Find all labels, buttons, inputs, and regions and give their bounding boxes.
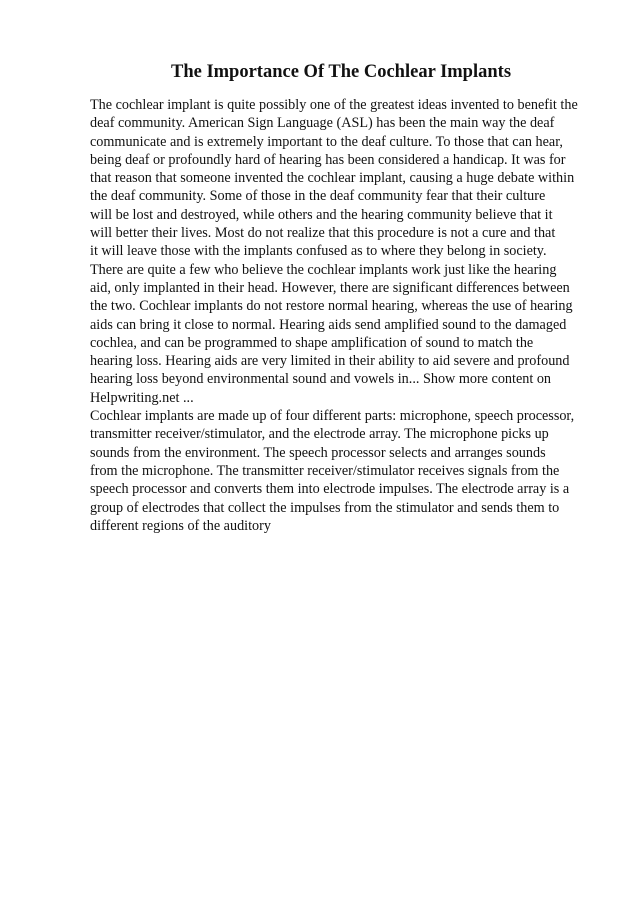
text-line: hearing loss. Hearing aids are very limited in their ability to aid severe and profound [90,353,570,370]
text-line: The cochlear implant is quite possibly one of the greatest ideas invented to benefit the [90,97,578,113]
text-line: aids can bring it close to normal. Hearing aids send amplified sound to the damaged [90,316,567,333]
text-line: will better their lives. Most do not realize that this procedure is not a cure and that [90,225,556,242]
text-line: from the microphone. The transmitter receiver/stimulator receives signals from the [90,462,560,479]
text-line: There are quite a few who believe the cochlear implants work just like the hearing [90,261,557,278]
text-line: deaf community. American Sign Language (ASL) has been the main way the deaf [90,115,555,132]
text-line: different regions of the auditory [90,517,271,534]
text-line: hearing loss beyond environmental sound and vowels in... Show more content on [90,371,552,388]
text-line: it will leave those with the implants confused as to where they belong in society. [90,243,547,260]
text-line: Helpwriting.net ... [90,389,194,406]
text-line: communicate and is extremely important to the deaf culture. To those that can hear, [90,133,563,150]
page-title: The Importance Of The Cochlear Implants [170,62,512,82]
text-line: the deaf community. Some of those in the deaf community fear that their culture [90,188,546,205]
text-line: sounds from the environment. The speech processor selects and arranges sounds [90,444,546,461]
text-line: cochlea, and can be programmed to shape amplification of sound to match the [90,334,534,351]
text-line: the two. Cochlear implants do not restore normal hearing, whereas the use of hearing [90,298,573,315]
text-line: speech processor and converts them into electrode impulses. The electrode array is a [90,481,570,498]
text-line: Cochlear implants are made up of four different parts: microphone, speech processor, [90,408,575,425]
text-line: that reason that someone invented the cochlear implant, causing a huge debate within [90,170,575,187]
body-text [90,96,610,535]
text-line: aid, only implanted in their head. However, there are significant differences between [90,279,570,296]
text-line: being deaf or profoundly hard of hearing has been considered a handicap. It was for [90,151,566,168]
text-line: transmitter receiver/stimulator, and the electrode array. The microphone picks up [90,426,549,443]
text-line: group of electrodes that collect the impulses from the stimulator and sends them to [90,499,560,516]
text-line: will be lost and destroyed, while others and the hearing community believe that it [90,206,553,223]
